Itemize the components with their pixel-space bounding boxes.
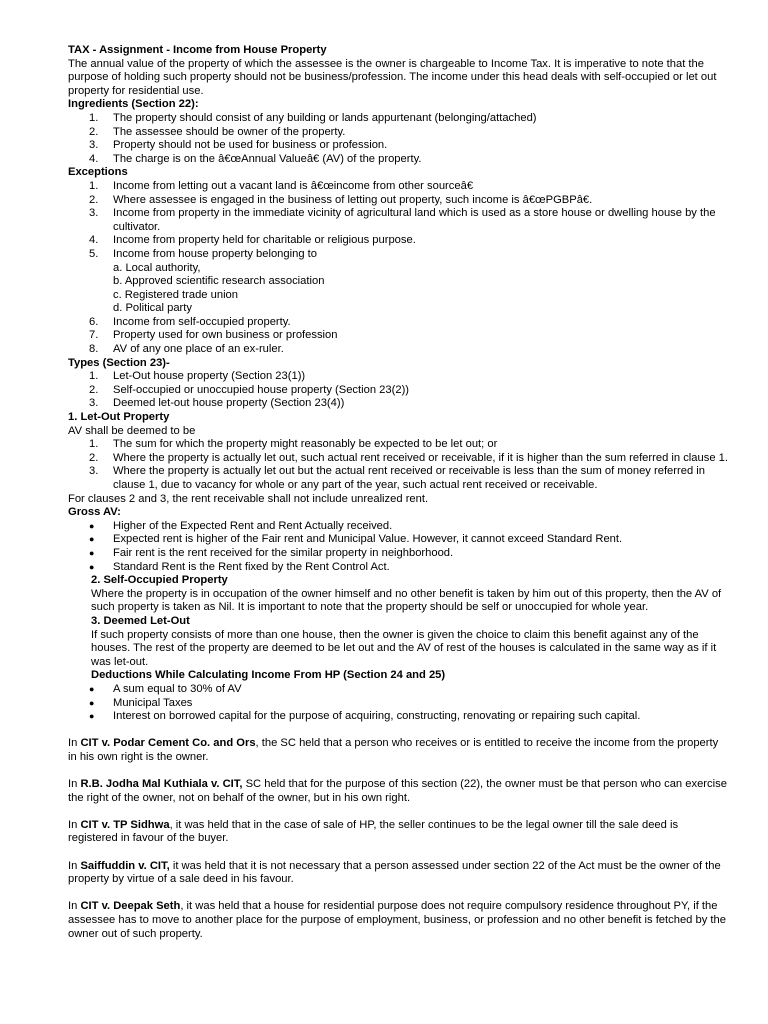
ingredients-heading: Ingredients (Section 22): [68, 98, 199, 111]
list-item: 3. Deemed let-out house property (Section 23(4)) [89, 397, 345, 410]
types-list [68, 370, 730, 411]
list-item: ● Municipal Taxes [89, 696, 193, 709]
bullet-icon: ● [89, 697, 95, 708]
deductions-heading: Deductions While Calculating Income From HP (Section 24 and 25) [91, 669, 446, 682]
self-occupied-heading: 2. Self-Occupied Property [91, 574, 228, 587]
self-occupied-body: Where the property is in occupation of the owner himself and no other benefit is taken by him out of this property, then the AV of such property is taken as Nil. It is important to note that the property should be self or unoccupied for whole year. [91, 587, 722, 614]
list-item: 4. The charge is on the â€œAnnual Valueâ€ (AV) of the property. [89, 152, 422, 165]
exceptions-sub-list [68, 262, 730, 316]
deemed-heading: 3. Deemed Let-Out [91, 614, 190, 627]
document-title: TAX - Assignment - Income from House Property [68, 44, 327, 56]
list-item: ● Interest on borrowed capital for the purpose of acquiring, constructing, renovating or repairing such capital. [89, 710, 641, 723]
bullet-icon: ● [89, 547, 95, 558]
list-item: 7. Property used for own business or profession [89, 329, 338, 342]
exceptions-heading: Exceptions [68, 166, 128, 179]
bullet-icon: ● [89, 520, 95, 531]
deemed-body: If such property consists of more than one house, then the owner is given the choice to claim this benefit against any of the houses. The rest of the property are deemed to be let out and the AV of rest of the houses is calculated in the same way as if it was let-out. [91, 628, 717, 668]
list-item: a. Local authority, [113, 261, 201, 274]
bullet-icon: ● [89, 561, 95, 572]
gross-av-list [68, 520, 730, 574]
letout-heading: 1. Let-Out Property [68, 411, 170, 424]
list-item: 2. Where the property is actually let out, such actual rent received or receivable, if it is higher than the sum referred in clause 1. [89, 451, 728, 464]
types-heading: Types (Section 23)- [68, 356, 170, 369]
case-paragraph: In CIT v. TP Sidhwa, it was held that in the case of sale of HP, the seller continues to be the legal owner till the sale deed is registered in favour of the buyer. [68, 818, 679, 845]
list-item: 8. AV of any one place of an ex-ruler. [89, 343, 284, 356]
self-occupied-section [68, 574, 730, 683]
list-item: 1. Let-Out house property (Section 23(1)) [89, 370, 306, 383]
letout-note: For clauses 2 and 3, the rent receivable shall not include unrealized rent. [68, 492, 429, 505]
list-item: 2. Where assessee is engaged in the business of letting out property, such income is â€œPGBPâ€. [89, 193, 593, 206]
list-item: ● Higher of the Expected Rent and Rent Actually received. [89, 519, 393, 532]
list-item: ● Standard Rent is the Rent fixed by the Rent Control Act. [89, 560, 390, 573]
list-item: 3. Where the property is actually let out but the actual rent received or receivable is less than the sum of money referred in clause 1, due to vacancy for whole or any part of the year, such actual rent received or receivable. [89, 465, 705, 491]
list-item: ● Fair rent is the rent received for the similar property in neighborhood. [89, 546, 454, 559]
exceptions-list [68, 180, 730, 262]
list-item: 4. Income from property held for charitable or religious purpose. [89, 234, 416, 247]
list-item: b. Approved scientific research association [113, 275, 325, 288]
bullet-icon: ● [89, 534, 95, 545]
intro-paragraph: The annual value of the property of which the assessee is the owner is chargeable to Income Tax. It is imperative to note that the purpose of holding such property should not be business/profession. The income under this head deals with self-occupied or let out property for residential use. [68, 57, 717, 97]
list-item: c. Registered trade union [113, 288, 239, 301]
bullet-icon: ● [89, 683, 95, 694]
ingredients-list [68, 112, 730, 166]
gross-av-heading: Gross AV: [68, 506, 121, 519]
list-item: 1. Income from letting out a vacant land is â€œincome from other sourceâ€ [89, 179, 474, 192]
list-item: 2. Self-occupied or unoccupied house property (Section 23(2)) [89, 383, 410, 396]
list-item: 3. Property should not be used for business or profession. [89, 139, 388, 152]
letout-lead: AV shall be deemed to be [68, 424, 196, 437]
case-paragraph: In R.B. Jodha Mal Kuthiala v. CIT, SC held that for the purpose of this section (22), the owner must be that person who can exercise the right of the owner, not on behalf of the owner, but in his own right. [68, 778, 727, 804]
case-paragraph: In CIT v. Deepak Seth, it was held that a house for residential purpose does not require compulsory residence throughout PY, if the assessee has to move to another place for the purpose of employment, business, or profession and no other benefit is fetched by the owner out of such property. [68, 900, 726, 940]
list-item: d. Political party [113, 302, 192, 315]
list-item: 5. Income from house property belonging to [89, 247, 317, 260]
list-item: ● Expected rent is higher of the Fair rent and Municipal Value. However, it cannot exceed Standard Rent. [89, 533, 623, 546]
case-paragraph: In CIT v. Podar Cement Co. and Ors, the SC held that a person who receives or is entitled to receive the income from the property in his own right is the owner. [68, 737, 719, 763]
case-paragraph: In Saiffuddin v. CIT, it was held that it is not necessary that a person assessed under section 22 of the Act must be the owner of the property by virtue of a sale deed in his favour. [68, 859, 721, 886]
list-item: 2. The assessee should be owner of the property. [89, 125, 346, 138]
list-item: 6. Income from self-occupied property. [89, 315, 291, 328]
bullet-icon: ● [89, 711, 95, 722]
list-item: 3. Income from property in the immediate vicinity of agricultural land which is used as a store house or dwelling house by the cultivator. [89, 207, 716, 233]
list-item: 1. The property should consist of any building or lands appurtenant (belonging/attached) [89, 111, 537, 124]
exceptions-list-cont [68, 316, 730, 357]
list-item: 1. The sum for which the property might reasonably be expected to be let out; or [89, 438, 498, 451]
list-item: ● A sum equal to 30% of AV [89, 682, 242, 695]
letout-list [68, 438, 730, 492]
deductions-list [68, 683, 730, 724]
